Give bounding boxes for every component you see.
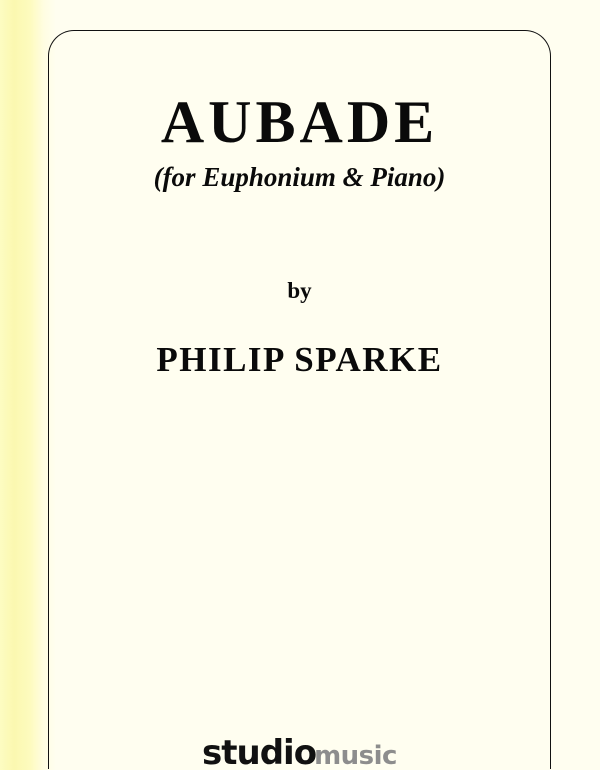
instrumentation-subtitle: (for Euphonium & Piano) [153,162,446,192]
publisher-name-primary: studio [202,733,317,773]
publisher-logo [48,733,551,773]
cover-content [48,30,551,773]
page-title: AUBADE [160,89,439,155]
composer-name: PHILIP SPARKE [156,340,443,379]
publisher-name-secondary: music [314,741,397,771]
byline-label: by [287,278,312,303]
